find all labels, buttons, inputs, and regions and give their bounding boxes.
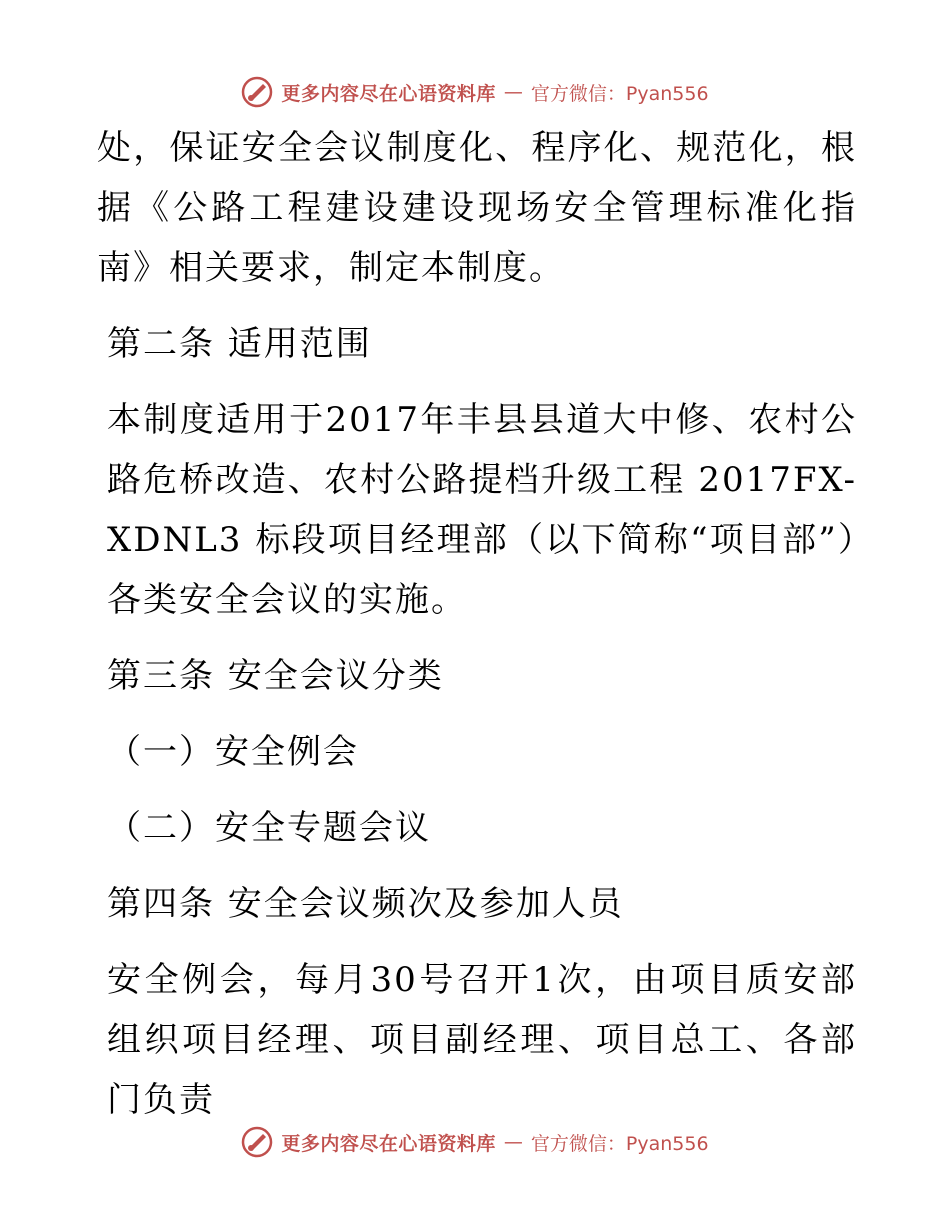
watermark-dash: — <box>503 1131 523 1153</box>
document-body <box>97 118 857 1130</box>
header-watermark <box>0 72 950 112</box>
article-4-heading: 第四条 安全会议频次及参加人员 <box>107 884 624 924</box>
article-3-heading: 第三条 安全会议分类 <box>107 656 444 696</box>
footer-watermark <box>0 1122 950 1162</box>
paragraph-scope: 本制度适用于2017年丰县县道大中修、农村公路危桥改造、农村公路提档升级工程 2017FX-XDNL3 标段项目经理部（以下简称“项目部”）各类安全会议的实施。 <box>107 400 857 620</box>
watermark-dash: — <box>503 81 523 103</box>
paragraph-intro: 处，保证安全会议制度化、程序化、规范化，根据《公路工程建设建设现场安全管理标准化指南》相关要求，制定本制度。 <box>97 128 857 288</box>
watermark-side-text: 官方微信：Pyan556 <box>530 82 709 105</box>
paragraph-frequency: 安全例会，每月30号召开1次，由项目质安部组织项目经理、项目副经理、项目总工、各部门负责 <box>107 960 857 1120</box>
category-2: （二）安全专题会议 <box>107 808 431 848</box>
pen-logo-icon <box>241 76 273 108</box>
watermark-main-text: 更多内容尽在心语资料库 <box>281 82 496 105</box>
watermark-main-text: 更多内容尽在心语资料库 <box>281 1132 496 1155</box>
article-2-heading: 第二条 适用范围 <box>107 324 372 364</box>
category-1: （一）安全例会 <box>107 732 359 772</box>
watermark-side-text: 官方微信：Pyan556 <box>530 1132 709 1155</box>
pen-logo-icon <box>241 1126 273 1158</box>
